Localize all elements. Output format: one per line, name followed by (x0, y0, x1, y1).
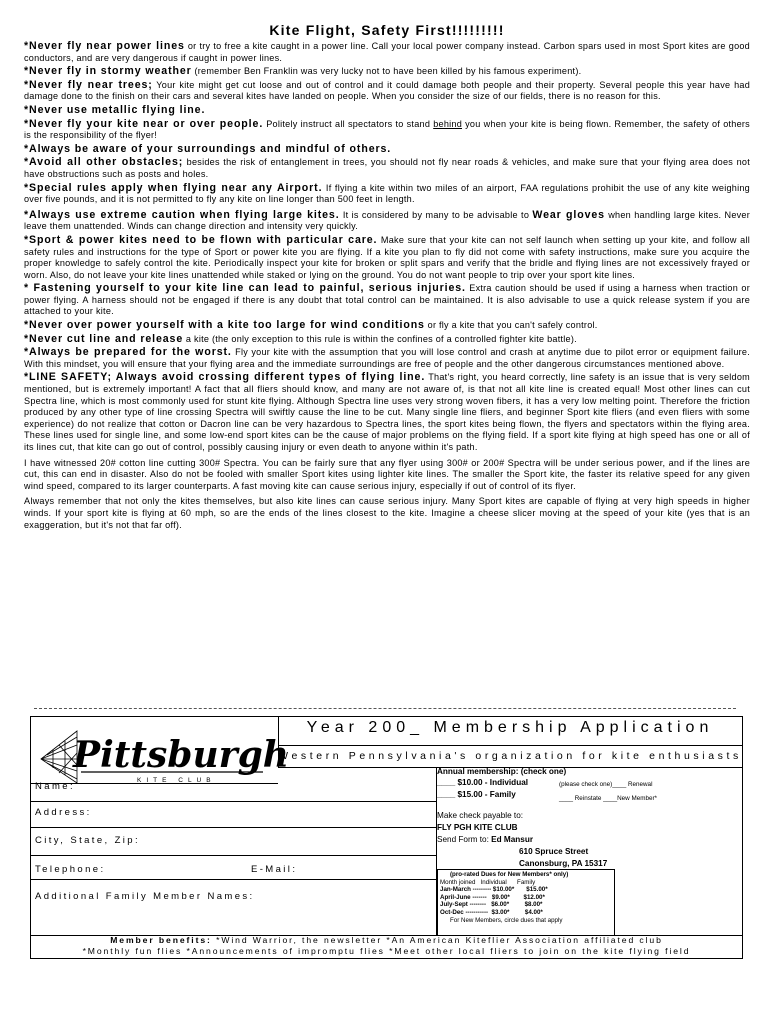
rule-sport-power (24, 235, 750, 281)
form-divider (31, 801, 436, 802)
logo-wordmark: Pittsburgh (73, 734, 289, 776)
rule-airport (24, 183, 750, 206)
rule-emphasis: Wear gloves (532, 208, 605, 221)
rule-body: Politely instruct all spectators to stand (263, 118, 434, 129)
benefits-line-1 (31, 935, 742, 946)
logo-subtext: KITE CLUB (137, 777, 216, 784)
paragraph-witness: I have witnessed 20# cotton line cutting 300# Spectra. You can be fairly sure that any flyer using 300# or 200# Spectra will be under serious power, and if the lines are cut, this can end in disaster. Also do not be fooled with smaller Sport kites using lighter kite lines. The smaller the Sport kite, the faster its relative speed for any given wind speed, compared to its larger counterparts. A fast moving kite can cause serious injury, especially if out of control of its flyer. (24, 457, 750, 491)
kite-lattice-icon (41, 731, 77, 783)
rule-lead: *Always use extreme caution when flying large kites. (24, 208, 340, 221)
telephone-field[interactable]: Telephone: (35, 864, 106, 875)
prorated-row: July-Sept -------- $6.00* $8.00* (440, 901, 543, 909)
reinstate-option[interactable]: ____ Reinstate ____New Member* (559, 795, 658, 802)
prorated-row: April-June ------- $9.00* $12.00* (440, 893, 545, 901)
family-members-field[interactable]: Additional Family Member Names: (35, 891, 255, 902)
form-title: Year 200_ Membership Application (306, 719, 714, 736)
rule-lead: *Never fly near trees; (24, 78, 153, 91)
benefits-label: Member benefits: (110, 935, 212, 945)
individual-option[interactable]: ____ $10.00 - Individual (437, 778, 529, 787)
club-logo (37, 725, 289, 785)
rule-line-safety (24, 372, 750, 453)
member-benefits (31, 935, 742, 957)
send-name: Ed Mansur (491, 835, 534, 844)
form-divider (31, 855, 436, 856)
name-field[interactable]: Name: (35, 781, 75, 792)
rule-body: That's right, you heard correctly, line safety is an issue that is very seldom mentioned, but is extremely important! A fact that all fliers should know, and many are not aware of, is that not all kite line is created equal! Most other lines can cut Spectra line, which is most commonly used for stunt kite flying. Although Spectra line uses very strong woven fibers, it has a very low melting point. Therefore the friction produced by any other type of line crossing Spectra will swiftly cause the line to be cut. Many single line fliers, and beginner Sport kite fliers (and even fliers with some experience) do not realize that cotton or Dacron line can be very hazardous to Spectra lines, the sport kites being flown, the flyers and spectators within the flying area. These lines used for single line, and some low-end sport kites can be the cause of major problems on the flying field. If a sport kite flying at high speed has one or all of its lines cut, that kite can go out of control, possibly causing injury or even death to anyone within it's path. (24, 372, 750, 452)
rule-body: you when your kite is being flown. Remember, the safety of others is the responsibility of the flyer! (24, 118, 750, 141)
rule-body: If flying a kite within two miles of an airport, FAA regulations prohibit the use of any kite weighing over five pounds, and it is not permitted to fly any kite on line longer than 500 feet in length. (24, 182, 750, 205)
rule-over-power (24, 320, 750, 332)
payee: FLY PGH KITE CLUB (437, 823, 518, 832)
rule-lead: *Never fly in stormy weather (24, 65, 192, 78)
form-divider (278, 717, 279, 767)
page-title: Kite Flight, Safety First!!!!!!!!! (269, 22, 505, 38)
paragraph-remember: Always remember that not only the kites themselves, but also kite lines can cause serious injury. Many Sport kites are capable of flying at very high speeds in higher winds. If your sport kite is flying at 60 mph, so are the ends of the lines closest to the kite. Imagine a cheese slicer moving at the speed of your kite (yes that is an exaggeration, but it's not that far off). (24, 496, 750, 530)
rule-trees (24, 80, 750, 103)
rule-surroundings (24, 144, 750, 156)
prorated-row: Jan-March --------- $10.00* $15.00* (440, 886, 548, 894)
rule-lead: * Fastening yourself to your kite line can lead to painful, serious injuries. (24, 282, 466, 295)
prorated-table-head: Month joined Individual Family (440, 878, 536, 886)
membership-options (437, 767, 743, 935)
rule-cut-line (24, 334, 750, 346)
payable-label: Make check payable to: (437, 811, 524, 820)
renewal-option[interactable]: (please check one)____ Renewal (559, 781, 653, 788)
send-street: 610 Spruce Street (519, 847, 589, 856)
rule-stormy-weather (24, 66, 750, 78)
form-divider (278, 745, 742, 746)
rule-body: when handling large kites. Never leave them unattended. Winds can change direction and intensity very quickly. (24, 209, 751, 232)
send-label: Send Form to: (437, 835, 489, 844)
rule-body: It is considered by many to be advisable to (339, 209, 533, 220)
rule-lead: *Never fly near power lines (24, 40, 185, 52)
rule-lead: *Never cut line and release (24, 332, 184, 345)
city-state-zip-field[interactable]: City, State, Zip: (35, 835, 141, 846)
rule-emphasis: behind (433, 118, 463, 129)
membership-form (30, 716, 743, 959)
rule-body: Fly your kite with the assumption that you will lose control and crash at anytime due to pilot error or equipment failure. With this mindset, you will ensure that your flying area and the immediate surroundings are free of people and the other dangerous circumstances mentioned above. (24, 347, 750, 369)
benefits-line-2: *Monthly fun flies *Announcements of impromptu flies *Meet other local fliers to join on the kite flying field (82, 946, 691, 956)
email-field[interactable]: E-Mail: (251, 864, 298, 875)
rule-prepared (24, 347, 750, 370)
rule-body: besides the risk of entanglement in trees, you should not fly near roads & vehicles, and make sure that your flying area does not have obstructions such as posts and holes. (24, 157, 750, 179)
rule-lead: *Always be prepared for the worst. (24, 346, 232, 359)
rule-lead: *Avoid all other obstacles; (24, 156, 184, 169)
prorated-footnote: For New Members, circle dues that apply (450, 916, 563, 924)
prorated-row: Oct-Dec ----------- $3.00* $4.00* (440, 908, 543, 916)
rule-body: Your kite might get cut loose and out of control and it could damage both people and their property. Several people this year have had damage done to the finish on their cars and several kites have landed on people. When you consider the size of our fields, there is no reason for this. (24, 79, 751, 102)
address-field[interactable]: Address: (35, 807, 92, 818)
rule-body: Make sure that your kite can not self launch when setting up your kite, and follow all safety rules and instructions for the type of Sport or power kite you are flying. If a kite you plan to fly did not come with safety instructions, make sure you acquire the proper knowledge to safely control the kite. Periodically inspect your kite for broken or split spars and verify that the bridle and flying lines are not excessively frayed or worn. Also, do not leave your kite lines unattended while staked or lying on the ground. You do not want people to trip over your sport kite lines. (24, 234, 750, 280)
form-divider (31, 879, 436, 880)
prorated-heading: (pro-rated Dues for New Members* only) (450, 871, 569, 878)
rule-metallic-line (24, 105, 750, 117)
rule-large-kites (24, 210, 750, 233)
rule-lead: *LINE SAFETY; Always avoid crossing different types of flying line. (24, 371, 426, 384)
rule-lead: *Sport & power kites need to be flown with particular care. (24, 233, 378, 246)
rule-body: or fly a kite that you can't safely control. (424, 320, 598, 331)
rule-body: or try to free a kite caught in a power line. Call your local power company instead. Carbon spars used in most Sport kites are good conductors, and are very dangerous if caught in power lines. (24, 41, 750, 63)
rule-people (24, 119, 750, 142)
benefits-text: *Wind Warrior, the newsletter *An American Kiteflier Association affiliated club (211, 935, 663, 945)
prorated-table (437, 869, 615, 935)
form-subtitle: Western Pennsylvania's organization for kite enthusiasts (278, 750, 742, 762)
cut-line-divider (34, 708, 736, 709)
rule-power-lines (24, 41, 750, 64)
rule-lead: *Never use metallic flying line. (24, 103, 206, 116)
rule-harness (24, 283, 750, 318)
form-divider (31, 827, 436, 828)
rule-body: (remember Ben Franklin was very lucky not to have been killed by his famous experiment). (191, 66, 582, 77)
rule-body: a kite (the only exception to this rule is within the confines of a controlled fighter kite battle). (183, 333, 577, 344)
rule-lead: *Always be aware of your surroundings and mindful of others. (24, 142, 392, 155)
rule-body: Extra caution should be used if using a harness when traction or power flying. A harness should not be engaged if there is any doubt that total control can be maintained. It is also advisable to use a quick release system if you are attached to your kite. (24, 283, 750, 317)
safety-document (24, 22, 750, 533)
rule-lead: *Never over power yourself with a kite too large for wind conditions (24, 319, 425, 332)
membership-heading: Annual membership: (check one) (437, 767, 567, 776)
rule-lead: *Never fly your kite near or over people. (24, 117, 264, 130)
send-to (437, 835, 533, 845)
family-option[interactable]: ____ $15.00 - Family (437, 790, 516, 799)
rule-lead: *Special rules apply when flying near any Airport. (24, 181, 323, 194)
rule-obstacles (24, 157, 750, 180)
send-city: Canonsburg, PA 15317 (519, 859, 608, 868)
